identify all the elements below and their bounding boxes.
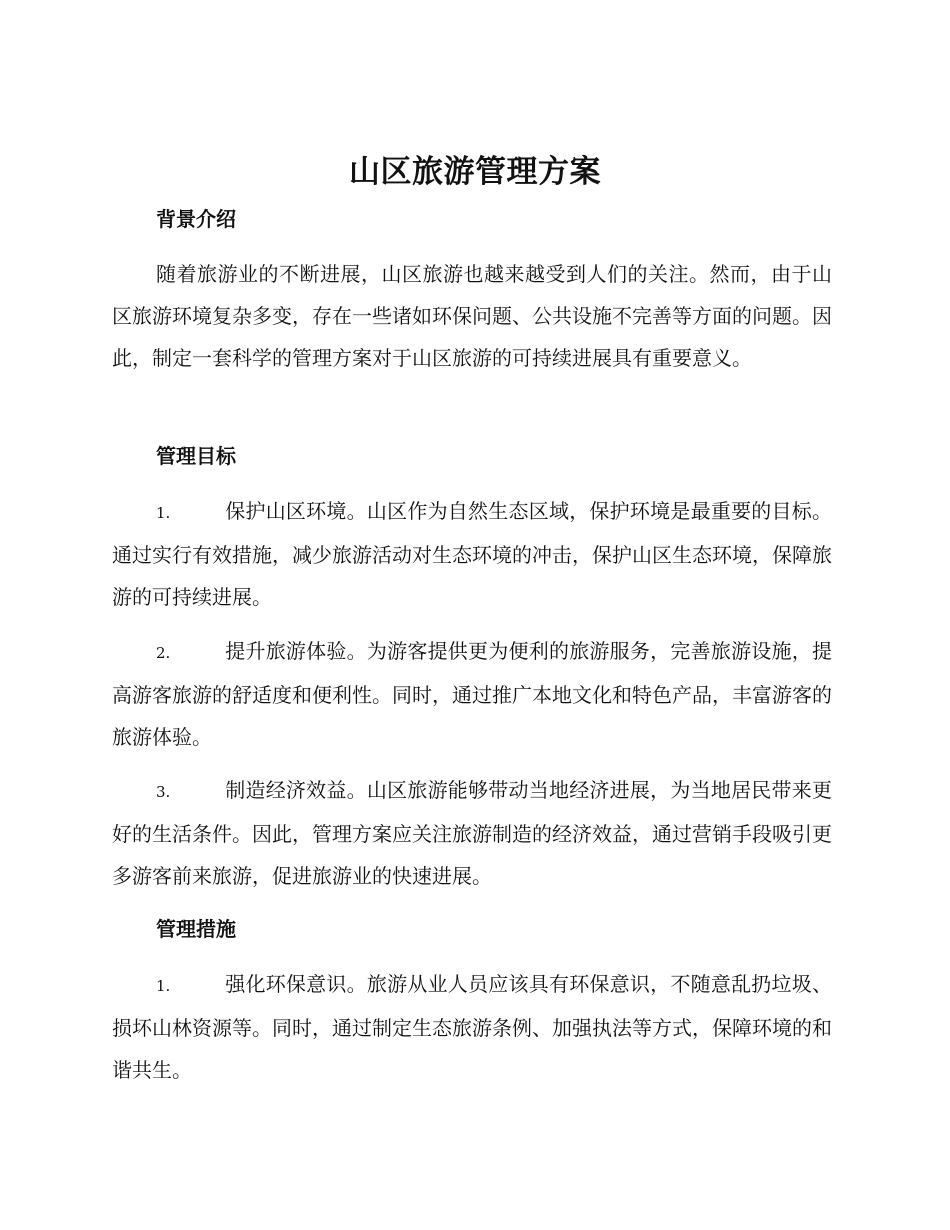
goal-item-1	[112, 490, 832, 618]
goal-item-2-text: 提升旅游体验。为游客提供更为便利的旅游服务，完善旅游设施，提高游客旅游的舒适度和便利性。同时，通过推广本地文化和特色产品，丰富游客的旅游体验。	[112, 639, 832, 749]
goal-item-1-number: 1.	[156, 504, 171, 522]
background-paragraph: 随着旅游业的不断进展，山区旅游也越来越受到人们的关注。然而，由于山区旅游环境复杂多变，存在一些诸如环保问题、公共设施不完善等方面的问题。因此，制定一套科学的管理方案对于山区旅游的可持续进展具有重要意义。	[112, 262, 832, 370]
document-title: 山区旅游管理方案	[349, 154, 601, 190]
section-heading-measures: 管理措施	[156, 917, 236, 941]
goal-item-3-text: 制造经济效益。山区旅游能够带动当地经济进展，为当地居民带来更好的生活条件。因此，管理方案应关注旅游制造的经济效益，通过营销手段吸引更多游客前来旅游，促进旅游业的快速进展。	[112, 778, 832, 888]
goal-item-2-number: 2.	[156, 644, 171, 662]
goal-item-3-number: 3.	[156, 783, 171, 801]
measure-item-1	[112, 963, 832, 1091]
goal-item-2	[112, 630, 832, 758]
section-heading-goals: 管理目标	[156, 444, 236, 468]
measure-item-1-number: 1.	[156, 977, 171, 995]
measure-item-1-text: 强化环保意识。旅游从业人员应该具有环保意识，不随意乱扔垃圾、损坏山林资源等。同时，通过制定生态旅游条例、加强执法等方式，保障环境的和谐共生。	[112, 972, 832, 1082]
goal-item-1-text: 保护山区环境。山区作为自然生态区域，保护环境是最重要的目标。通过实行有效措施，减少旅游活动对生态环境的冲击，保护山区生态环境，保障旅游的可持续进展。	[112, 499, 832, 609]
goal-item-3	[112, 769, 832, 897]
section-heading-background: 背景介绍	[156, 207, 236, 231]
